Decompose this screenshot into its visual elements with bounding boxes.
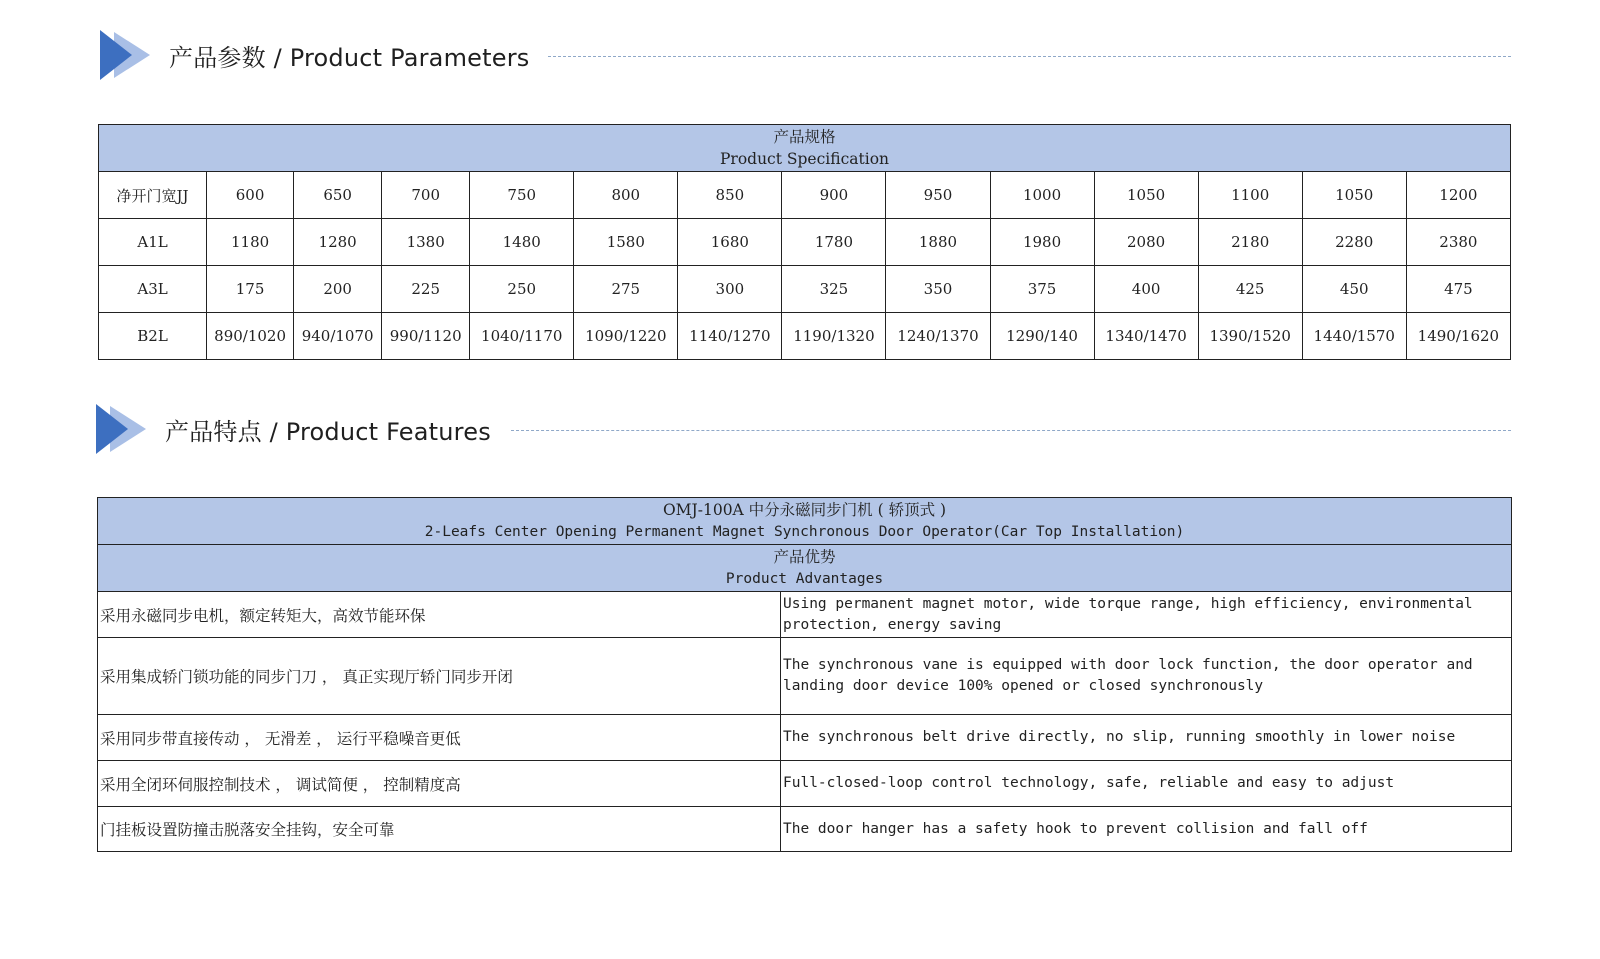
spec-cell: 450 [1302,266,1406,313]
params-section-header [0,26,1600,86]
spec-cell: 2380 [1406,219,1510,266]
feature-zh-cell: 采用集成轿门锁功能的同步门刀 ， 真正实现厅轿门同步开闭 [98,638,781,715]
spec-row-label: 净开门宽JJ [99,172,207,219]
features-table-header [98,498,1512,545]
spec-cell: 1980 [990,219,1094,266]
spec-title-en: Product Specification [719,150,890,168]
spec-cell: 225 [382,266,470,313]
spec-cell: 2080 [1094,219,1198,266]
spec-cell: 1480 [470,219,574,266]
spec-row-label: A3L [99,266,207,313]
spec-table-header [99,125,1511,172]
spec-row [99,266,1511,313]
spec-cell: 350 [886,266,990,313]
spec-cell: 750 [470,172,574,219]
features-title-en: 2-Leafs Center Opening Permanent Magnet Synchronous Door Operator(Car Top Installation) [424,524,1185,540]
spec-cell: 600 [207,172,294,219]
advantages-title-zh: 产品优势 [773,548,836,566]
feature-en-cell: The door hanger has a safety hook to prevent collision and fall off [781,807,1512,852]
spec-cell: 1440/1570 [1302,313,1406,360]
features-divider-line [511,430,1511,431]
spec-cell: 375 [990,266,1094,313]
features-section-title: 产品特点 / Product Features [165,418,491,446]
features-title-zh: OMJ-100A 中分永磁同步门机 ( 轿顶式 ) [662,501,947,519]
spec-row [99,172,1511,219]
feature-en-cell: Using permanent magnet motor, wide torque range, high efficiency, environmental protection, energy saving [781,592,1512,638]
advantages-header [98,545,1512,592]
spec-cell: 1200 [1406,172,1510,219]
spec-cell: 650 [294,172,382,219]
spec-cell: 325 [782,266,886,313]
spec-cell: 1280 [294,219,382,266]
spec-cell: 950 [886,172,990,219]
spec-cell: 1880 [886,219,990,266]
feature-row [98,807,1512,852]
spec-cell: 1000 [990,172,1094,219]
spec-cell: 1290/140 [990,313,1094,360]
double-chevron-arrow-icon [100,28,160,84]
feature-en-cell: The synchronous belt drive directly, no slip, running smoothly in lower noise [781,715,1512,761]
spec-title-zh: 产品规格 [773,128,836,146]
params-section-title: 产品参数 / Product Parameters [169,44,530,72]
spec-cell: 475 [1406,266,1510,313]
double-chevron-arrow-icon [96,402,156,458]
feature-row [98,592,1512,638]
spec-row-label: A1L [99,219,207,266]
spec-row-label: B2L [99,313,207,360]
spec-cell: 1050 [1094,172,1198,219]
spec-cell: 850 [678,172,782,219]
spec-table [98,124,1511,360]
feature-row [98,638,1512,715]
spec-cell: 2280 [1302,219,1406,266]
spec-cell: 175 [207,266,294,313]
spec-cell: 700 [382,172,470,219]
spec-cell: 990/1120 [382,313,470,360]
spec-row [99,313,1511,360]
spec-cell: 1180 [207,219,294,266]
spec-cell: 800 [574,172,678,219]
feature-zh-cell: 门挂板设置防撞击脱落安全挂钩，安全可靠 [98,807,781,852]
feature-en-cell: The synchronous vane is equipped with door lock function, the door operator and landing door device 100% opened or closed synchronously [781,638,1512,715]
spec-cell: 1140/1270 [678,313,782,360]
features-section-header [0,400,1600,460]
feature-zh-cell: 采用同步带直接传动 ， 无滑差 ， 运行平稳噪音更低 [98,715,781,761]
spec-cell: 275 [574,266,678,313]
spec-cell: 250 [470,266,574,313]
spec-cell: 200 [294,266,382,313]
feature-zh-cell: 采用永磁同步电机，额定转矩大，高效节能环保 [98,592,781,638]
spec-cell: 2180 [1198,219,1302,266]
spec-cell: 1040/1170 [470,313,574,360]
feature-row [98,715,1512,761]
features-table [97,497,1512,852]
spec-cell: 900 [782,172,886,219]
advantages-title-en: Product Advantages [725,571,884,587]
spec-cell: 1340/1470 [1094,313,1198,360]
spec-cell: 1050 [1302,172,1406,219]
spec-cell: 400 [1094,266,1198,313]
spec-cell: 1090/1220 [574,313,678,360]
spec-cell: 940/1070 [294,313,382,360]
feature-row [98,761,1512,807]
feature-zh-cell: 采用全闭环伺服控制技术 ， 调试简便 ， 控制精度高 [98,761,781,807]
spec-cell: 1190/1320 [782,313,886,360]
spec-cell: 1380 [382,219,470,266]
spec-cell: 1390/1520 [1198,313,1302,360]
params-divider-line [548,56,1511,57]
spec-cell: 1580 [574,219,678,266]
spec-cell: 425 [1198,266,1302,313]
spec-cell: 300 [678,266,782,313]
spec-cell: 1490/1620 [1406,313,1510,360]
feature-en-cell: Full-closed-loop control technology, safe, reliable and easy to adjust [781,761,1512,807]
spec-row [99,219,1511,266]
spec-cell: 1780 [782,219,886,266]
spec-cell: 890/1020 [207,313,294,360]
spec-cell: 1680 [678,219,782,266]
spec-cell: 1240/1370 [886,313,990,360]
spec-cell: 1100 [1198,172,1302,219]
